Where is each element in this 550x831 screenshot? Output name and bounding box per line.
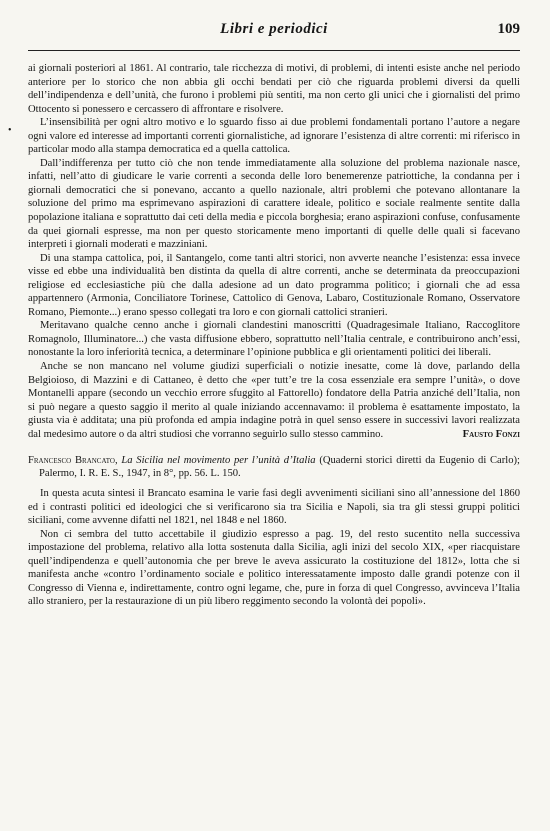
paragraph: Non ci sembra del tutto accettabile il giudizio espresso a pag. 19, del resto sucentito nella successiva impostazione del problema, relativo alla lotta sostenuta dalla Sicilia, agli inizi del secolo XIX, «per riacquistare quell’indipendenza e quell’autonomia che per breve le aveva assicurato la costituzione del 1812», lotta che si manifesta anche «contro l’ordinamento sociale e politico interessatamente imposto dalle grandi potenze con il Congresso di Vienna e, indirettamente, contro ogni legame, che, pure in forza di quel Congresso, avvinceva l’Italia allo straniero, per la restaurazione di un più libero reggimento secondo la volontà dei popoli». (28, 528, 520, 608)
paragraph: Meritavano qualche cenno anche i giornali clandestini manoscritti (Quadragesimale Italiano, Raccoglitore Romagnolo, Illuminatore...) che vasta diffusione ebbero, soprattutto nell’Italia centrale, e contribuirono anch’essi, nonostante la loro inferiorità tecnica, a determinare l’opinione pubblica e gli orientamenti politici dei liberali. (28, 320, 520, 359)
paragraph: ai giornali posteriori al 1861. Al contrario, tale ricchezza di motivi, di problemi, di intenti esiste anche nel periodo anteriore per lo storico che non abbia gli occhi bendati per ciò che riguarda problemi diversi da quelli dell’indipendenza e dell’unità, che furono i problemi più sentiti, ma non certo gli unici che i giornalisti del primo Ottocento si ponessero e cercassero di affrontare e risolvere. (28, 63, 520, 115)
running-title: Libri e periodici (220, 21, 328, 37)
signature-text: Fausto Fonzi (462, 429, 520, 441)
review-fonzi (28, 62, 520, 609)
bibliographic-reference (28, 454, 520, 481)
paragraph: Dall’indifferenza per tutto ciò che non tende immediatamente alla soluzione del problema nazionale nasce, infatti, nell’atto di giudicare le varie correnti a seconda delle loro benemerenze patriottiche, la condanna per i giornali democratici che si ponevano, accanto a quello nazionale, altri problemi che potevano allontanare la soluzione del primo ma esprimevano aspirazioni di carattere ideale, politico e sociale realmente sentite dalla popolazione italiana e soprattutto dai ceti della media e piccola borghesia; erano aspirazioni confuse, confusamente da quei giornali espresse, ma non per questo storicamente meno importanti di quelle delle quali si facevano interpreti i giornali moderati e mazziniani. (28, 157, 520, 251)
running-header (28, 20, 520, 51)
paragraph: L’insensibilità per ogni altro motivo e lo sguardo fisso ai due problemi fondamentali portano l’autore a negare ogni valore ed interesse ad importanti correnti giornalistiche, ad ignorare l’esistenza di altre correnti: mi riferisco in particolar modo alla stampa democratica ed a quella cattolica. (28, 117, 520, 156)
review-book-title: La Sicilia nel movimento per l’unità d’Italia (121, 454, 316, 466)
margin-dot: • (8, 125, 12, 136)
page-number: 109 (497, 21, 520, 37)
paragraph: In questa acuta sintesi il Brancato esamina le varie fasi degli avvenimenti siciliani sino all’annessione del 1860 ed i contrasti politici ed ideologici che si verificarono sia tra Sicilia e Napoli, sia tra gli stessi gruppi politici siciliani, come avvenne difatti nel 1821, nel 1848 e nel 1860. (28, 487, 520, 527)
review-author: Francesco Brancato, (28, 454, 118, 466)
paragraph: Di una stampa cattolica, poi, il Santangelo, come tanti altri storici, non avverte neanche l’esistenza: essa invece visse ed ebbe una individualità ben distinta da quella di altre correnti, anche se determinata da preoccupazioni religiose ed ecclesiastiche più che dalla adesione ad un dato programma politico; i giornali che ad essa appartennero (Armonia, Conciliatore Torinese, Cattolico di Genova, Labaro, Costituzionale Romano, Osservatore Romano, Piemonte...) erano spesso collegati tra loro e con giornali cattolici stranieri. (28, 252, 520, 318)
paragraph: Anche se non mancano nel volume giudizi superficiali o notizie inesatte, come là dove, parlando della Belgioioso, di Mazzini e di Cattaneo, è detto che «per tutt’e tre la cosa essenziale era sempre l’unità», o dove Montanelli appare (secondo un vecchio errore sfuggito al Fattorello) fondatore della Patria anziché dell’Italia, non si può negare a questo saggio il merito al quale iniziando accennavamo: il problema è esattamente impostato, la giusta via è additata; una più profonda ed ampia indagine potrà in quel senso essere in successivi lavori realizzata dal medesimo autore o da altri studiosi che vorranno seguirlo sullo stesso cammino. (28, 361, 520, 440)
review-book-details: (Quaderni storici diretti da Eugenio di Carlo); Palermo, I. R. E. S., 1947, in 8°, pp. 56. L. 150. (39, 454, 520, 480)
review-brancato (28, 454, 520, 609)
